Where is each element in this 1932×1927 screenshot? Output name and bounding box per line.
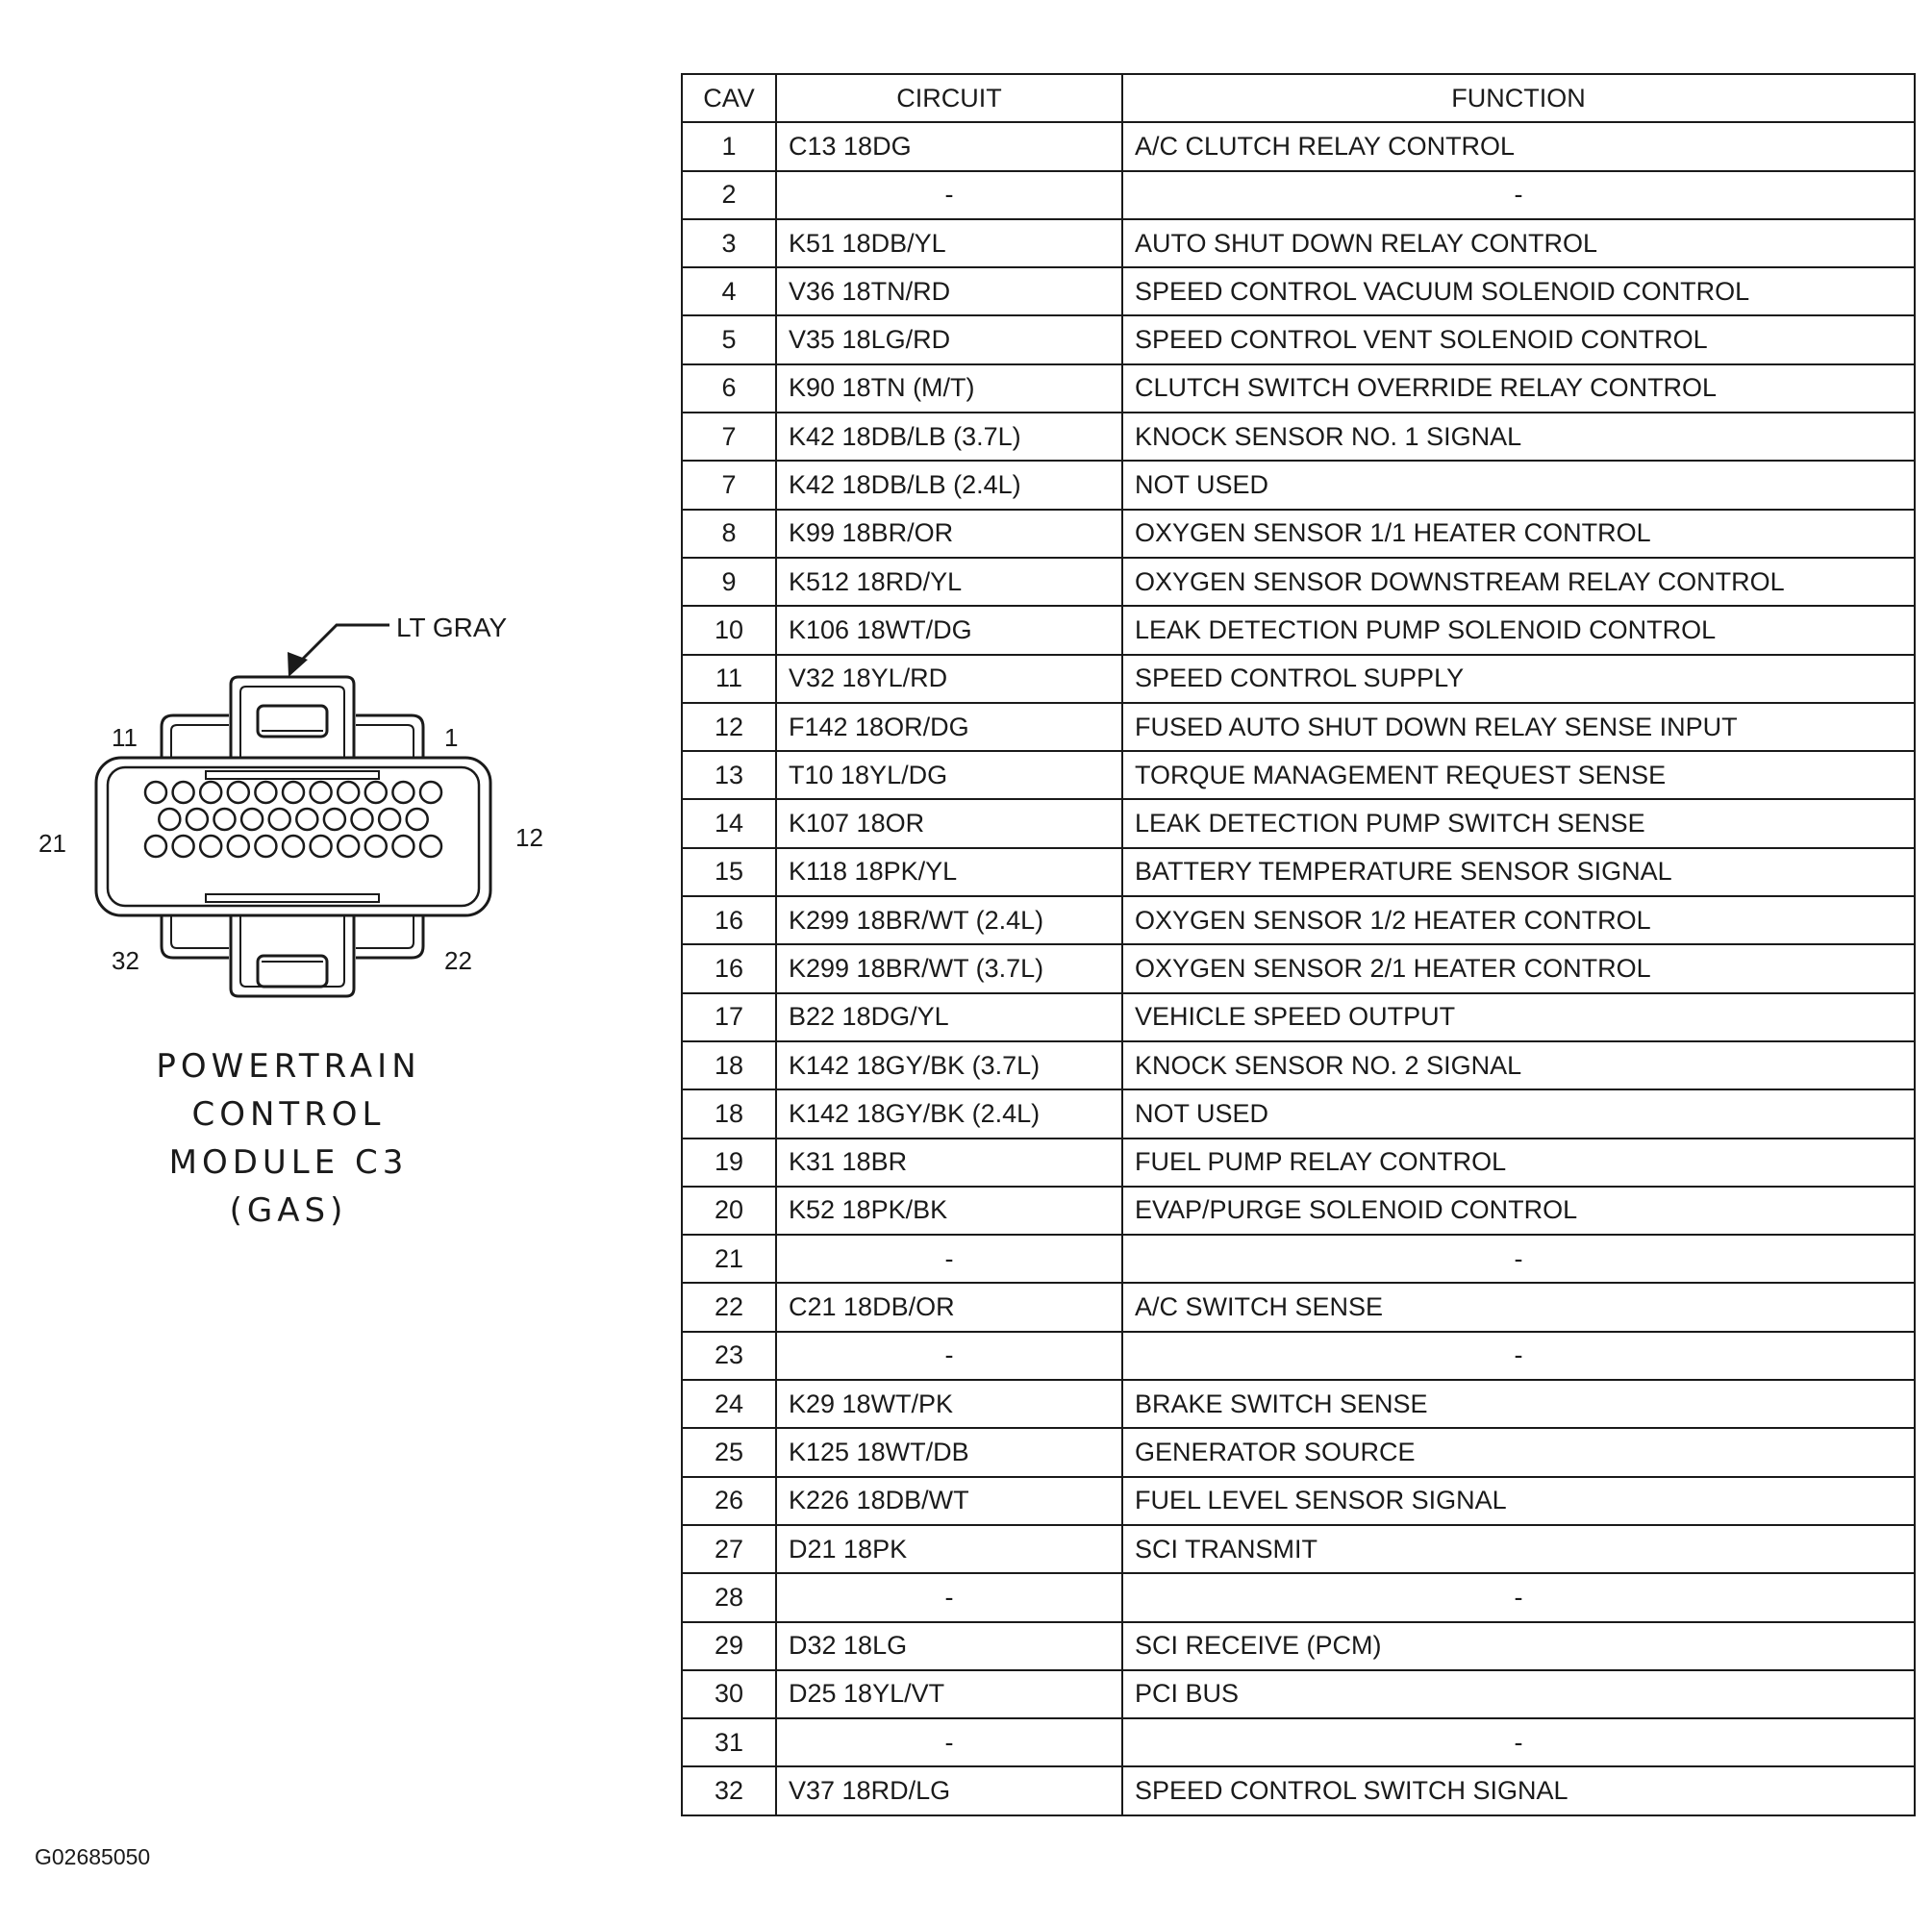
circuit-cell: - — [776, 1573, 1122, 1621]
leader-line — [298, 625, 389, 663]
caption-line-2: CONTROL — [191, 1095, 386, 1134]
cav-cell: 17 — [682, 993, 776, 1041]
table-row — [682, 1235, 1915, 1283]
table-row — [682, 267, 1915, 315]
function-cell: A/C SWITCH SENSE — [1122, 1283, 1915, 1331]
function-cell: GENERATOR SOURCE — [1122, 1428, 1915, 1476]
table-row — [682, 1139, 1915, 1187]
cav-cell: 19 — [682, 1139, 776, 1187]
table-row — [682, 1283, 1915, 1331]
pin-cavity — [145, 782, 166, 803]
cav-cell: 20 — [682, 1187, 776, 1235]
cav-cell: 18 — [682, 1041, 776, 1089]
table-row — [682, 1525, 1915, 1573]
circuit-cell: K107 18OR — [776, 799, 1122, 847]
function-cell: BRAKE SWITCH SENSE — [1122, 1380, 1915, 1428]
pin-cavity — [228, 782, 249, 803]
circuit-cell: C21 18DB/OR — [776, 1283, 1122, 1331]
function-cell: PCI BUS — [1122, 1670, 1915, 1718]
cav-cell: 12 — [682, 703, 776, 751]
function-cell: SCI TRANSMIT — [1122, 1525, 1915, 1573]
pin-cavity — [365, 836, 387, 857]
cav-cell: 5 — [682, 315, 776, 363]
function-cell: CLUTCH SWITCH OVERRIDE RELAY CONTROL — [1122, 364, 1915, 413]
table-row — [682, 315, 1915, 363]
header-circuit: CIRCUIT — [776, 74, 1122, 122]
circuit-cell: K42 18DB/LB (3.7L) — [776, 413, 1122, 461]
circuit-cell: - — [776, 171, 1122, 219]
pin-cavity — [173, 836, 194, 857]
pin-cavity — [214, 809, 236, 830]
pin-cavity — [352, 809, 373, 830]
cav-cell: 24 — [682, 1380, 776, 1428]
circuit-cell: K226 18DB/WT — [776, 1477, 1122, 1525]
function-cell: SPEED CONTROL VENT SOLENOID CONTROL — [1122, 315, 1915, 363]
function-cell: - — [1122, 1235, 1915, 1283]
table-row — [682, 1718, 1915, 1766]
function-cell: BATTERY TEMPERATURE SENSOR SIGNAL — [1122, 848, 1915, 896]
pin-label-1: 1 — [444, 723, 459, 752]
circuit-cell: K125 18WT/DB — [776, 1428, 1122, 1476]
top-latch — [231, 677, 354, 760]
table-row — [682, 848, 1915, 896]
pin-cavity — [338, 782, 359, 803]
circuit-cell: K42 18DB/LB (2.4L) — [776, 461, 1122, 509]
function-cell: - — [1122, 1718, 1915, 1766]
function-cell: FUSED AUTO SHUT DOWN RELAY SENSE INPUT — [1122, 703, 1915, 751]
function-cell: VEHICLE SPEED OUTPUT — [1122, 993, 1915, 1041]
circuit-cell: - — [776, 1332, 1122, 1380]
table-row — [682, 558, 1915, 606]
pin-cavity — [407, 809, 428, 830]
function-cell: SCI RECEIVE (PCM) — [1122, 1622, 1915, 1670]
cav-cell: 21 — [682, 1235, 776, 1283]
pin-cavity — [311, 782, 332, 803]
cav-cell: 27 — [682, 1525, 776, 1573]
function-cell: SPEED CONTROL SUPPLY — [1122, 655, 1915, 703]
function-cell: NOT USED — [1122, 461, 1915, 509]
function-cell: LEAK DETECTION PUMP SOLENOID CONTROL — [1122, 606, 1915, 654]
table-row — [682, 1766, 1915, 1814]
caption-line-3: MODULE C3 — [168, 1143, 409, 1182]
function-cell: OXYGEN SENSOR DOWNSTREAM RELAY CONTROL — [1122, 558, 1915, 606]
pin-label-21: 21 — [38, 829, 66, 858]
pin-cavity — [159, 809, 180, 830]
cav-cell: 1 — [682, 122, 776, 170]
circuit-cell: K106 18WT/DG — [776, 606, 1122, 654]
pin-cavity — [392, 836, 414, 857]
table-row — [682, 364, 1915, 413]
circuit-cell: K142 18GY/BK (3.7L) — [776, 1041, 1122, 1089]
cav-cell: 23 — [682, 1332, 776, 1380]
function-cell: OXYGEN SENSOR 2/1 HEATER CONTROL — [1122, 944, 1915, 992]
function-cell: TORQUE MANAGEMENT REQUEST SENSE — [1122, 751, 1915, 799]
function-cell: NOT USED — [1122, 1089, 1915, 1138]
circuit-cell: C13 18DG — [776, 122, 1122, 170]
pin-label-32: 32 — [112, 946, 139, 975]
cav-cell: 18 — [682, 1089, 776, 1138]
cav-cell: 4 — [682, 267, 776, 315]
function-cell: A/C CLUTCH RELAY CONTROL — [1122, 122, 1915, 170]
cav-cell: 32 — [682, 1766, 776, 1814]
function-cell: EVAP/PURGE SOLENOID CONTROL — [1122, 1187, 1915, 1235]
table-row — [682, 799, 1915, 847]
pin-cavity — [255, 782, 276, 803]
circuit-cell: K299 18BR/WT (3.7L) — [776, 944, 1122, 992]
pin-cavity — [296, 809, 317, 830]
circuit-cell: K142 18GY/BK (2.4L) — [776, 1089, 1122, 1138]
circuit-cell: F142 18OR/DG — [776, 703, 1122, 751]
circuit-cell: K29 18WT/PK — [776, 1380, 1122, 1428]
cav-cell: 10 — [682, 606, 776, 654]
color-label: LT GRAY — [396, 613, 508, 642]
cav-cell: 31 — [682, 1718, 776, 1766]
circuit-cell: D25 18YL/VT — [776, 1670, 1122, 1718]
pin-cavity — [365, 782, 387, 803]
cav-cell: 16 — [682, 896, 776, 944]
table-row — [682, 944, 1915, 992]
pin-cavity — [338, 836, 359, 857]
pin-cavity — [255, 836, 276, 857]
table-row — [682, 1332, 1915, 1380]
cav-cell: 13 — [682, 751, 776, 799]
table-header-row — [682, 74, 1915, 122]
table-row — [682, 219, 1915, 267]
cav-cell: 3 — [682, 219, 776, 267]
circuit-cell: V36 18TN/RD — [776, 267, 1122, 315]
header-cav: CAV — [682, 74, 776, 122]
caption-line-1: POWERTRAIN — [156, 1047, 421, 1086]
circuit-cell: K90 18TN (M/T) — [776, 364, 1122, 413]
circuit-cell: K512 18RD/YL — [776, 558, 1122, 606]
table-row — [682, 993, 1915, 1041]
circuit-cell: - — [776, 1235, 1122, 1283]
circuit-cell: - — [776, 1718, 1122, 1766]
cav-cell: 26 — [682, 1477, 776, 1525]
pin-cavity — [324, 809, 345, 830]
cav-cell: 15 — [682, 848, 776, 896]
circuit-cell: T10 18YL/DG — [776, 751, 1122, 799]
function-cell: KNOCK SENSOR NO. 2 SIGNAL — [1122, 1041, 1915, 1089]
figure-id: G02685050 — [35, 1844, 151, 1869]
table-row — [682, 655, 1915, 703]
table-row — [682, 1622, 1915, 1670]
pin-cavity — [392, 782, 414, 803]
caption-line-4: (GAS) — [229, 1191, 348, 1230]
header-function: FUNCTION — [1122, 74, 1915, 122]
table-row — [682, 1089, 1915, 1138]
pin-cavity — [379, 809, 400, 830]
cav-cell: 22 — [682, 1283, 776, 1331]
pin-cavity — [200, 782, 221, 803]
function-cell: - — [1122, 171, 1915, 219]
table-row — [682, 1187, 1915, 1235]
function-cell: OXYGEN SENSOR 1/2 HEATER CONTROL — [1122, 896, 1915, 944]
function-cell: FUEL LEVEL SENSOR SIGNAL — [1122, 1477, 1915, 1525]
table-row — [682, 1428, 1915, 1476]
pin-label-11: 11 — [112, 723, 138, 752]
bottom-latch — [231, 913, 354, 996]
function-cell: SPEED CONTROL VACUUM SOLENOID CONTROL — [1122, 267, 1915, 315]
pin-cavity — [269, 809, 290, 830]
function-cell: - — [1122, 1573, 1915, 1621]
circuit-cell: K299 18BR/WT (2.4L) — [776, 896, 1122, 944]
pin-label-22: 22 — [444, 946, 472, 975]
table-row — [682, 1041, 1915, 1089]
pin-cavity — [283, 782, 304, 803]
cav-cell: 6 — [682, 364, 776, 413]
circuit-cell: V37 18RD/LG — [776, 1766, 1122, 1814]
table-row — [682, 1477, 1915, 1525]
circuit-cell: K118 18PK/YL — [776, 848, 1122, 896]
table-row — [682, 896, 1915, 944]
function-cell: AUTO SHUT DOWN RELAY CONTROL — [1122, 219, 1915, 267]
cav-cell: 30 — [682, 1670, 776, 1718]
pinout-table — [681, 73, 1916, 1816]
cav-cell: 28 — [682, 1573, 776, 1621]
cav-cell: 29 — [682, 1622, 776, 1670]
cav-cell: 2 — [682, 171, 776, 219]
cav-cell: 9 — [682, 558, 776, 606]
pin-cavity — [420, 782, 441, 803]
table-row — [682, 1380, 1915, 1428]
cav-cell: 14 — [682, 799, 776, 847]
table-row — [682, 606, 1915, 654]
cav-cell: 7 — [682, 461, 776, 509]
table-row — [682, 461, 1915, 509]
pin-cavity — [283, 836, 304, 857]
pin-cavity — [420, 836, 441, 857]
cav-cell: 8 — [682, 510, 776, 558]
table-row — [682, 413, 1915, 461]
circuit-cell: V32 18YL/RD — [776, 655, 1122, 703]
table-row — [682, 751, 1915, 799]
table-row — [682, 1573, 1915, 1621]
circuit-cell: K52 18PK/BK — [776, 1187, 1122, 1235]
table-row — [682, 1670, 1915, 1718]
circuit-cell: D32 18LG — [776, 1622, 1122, 1670]
cav-cell: 16 — [682, 944, 776, 992]
pin-label-12: 12 — [515, 823, 543, 852]
function-cell: KNOCK SENSOR NO. 1 SIGNAL — [1122, 413, 1915, 461]
function-cell: LEAK DETECTION PUMP SWITCH SENSE — [1122, 799, 1915, 847]
cav-cell: 11 — [682, 655, 776, 703]
circuit-cell: D21 18PK — [776, 1525, 1122, 1573]
function-cell: SPEED CONTROL SWITCH SIGNAL — [1122, 1766, 1915, 1814]
cav-cell: 7 — [682, 413, 776, 461]
pin-cavity — [187, 809, 208, 830]
circuit-cell: K51 18DB/YL — [776, 219, 1122, 267]
table-row — [682, 510, 1915, 558]
pin-cavity — [228, 836, 249, 857]
table-row — [682, 171, 1915, 219]
table-body — [682, 122, 1915, 1814]
pin-cavity — [241, 809, 263, 830]
function-cell: FUEL PUMP RELAY CONTROL — [1122, 1139, 1915, 1187]
pin-cavity — [173, 782, 194, 803]
pin-cavity — [311, 836, 332, 857]
pin-cavity — [145, 836, 166, 857]
circuit-cell: V35 18LG/RD — [776, 315, 1122, 363]
cav-cell: 25 — [682, 1428, 776, 1476]
function-cell: OXYGEN SENSOR 1/1 HEATER CONTROL — [1122, 510, 1915, 558]
function-cell: - — [1122, 1332, 1915, 1380]
pin-cavity — [200, 836, 221, 857]
table-row — [682, 122, 1915, 170]
table-row — [682, 703, 1915, 751]
circuit-cell: K99 18BR/OR — [776, 510, 1122, 558]
circuit-cell: K31 18BR — [776, 1139, 1122, 1187]
circuit-cell: B22 18DG/YL — [776, 993, 1122, 1041]
